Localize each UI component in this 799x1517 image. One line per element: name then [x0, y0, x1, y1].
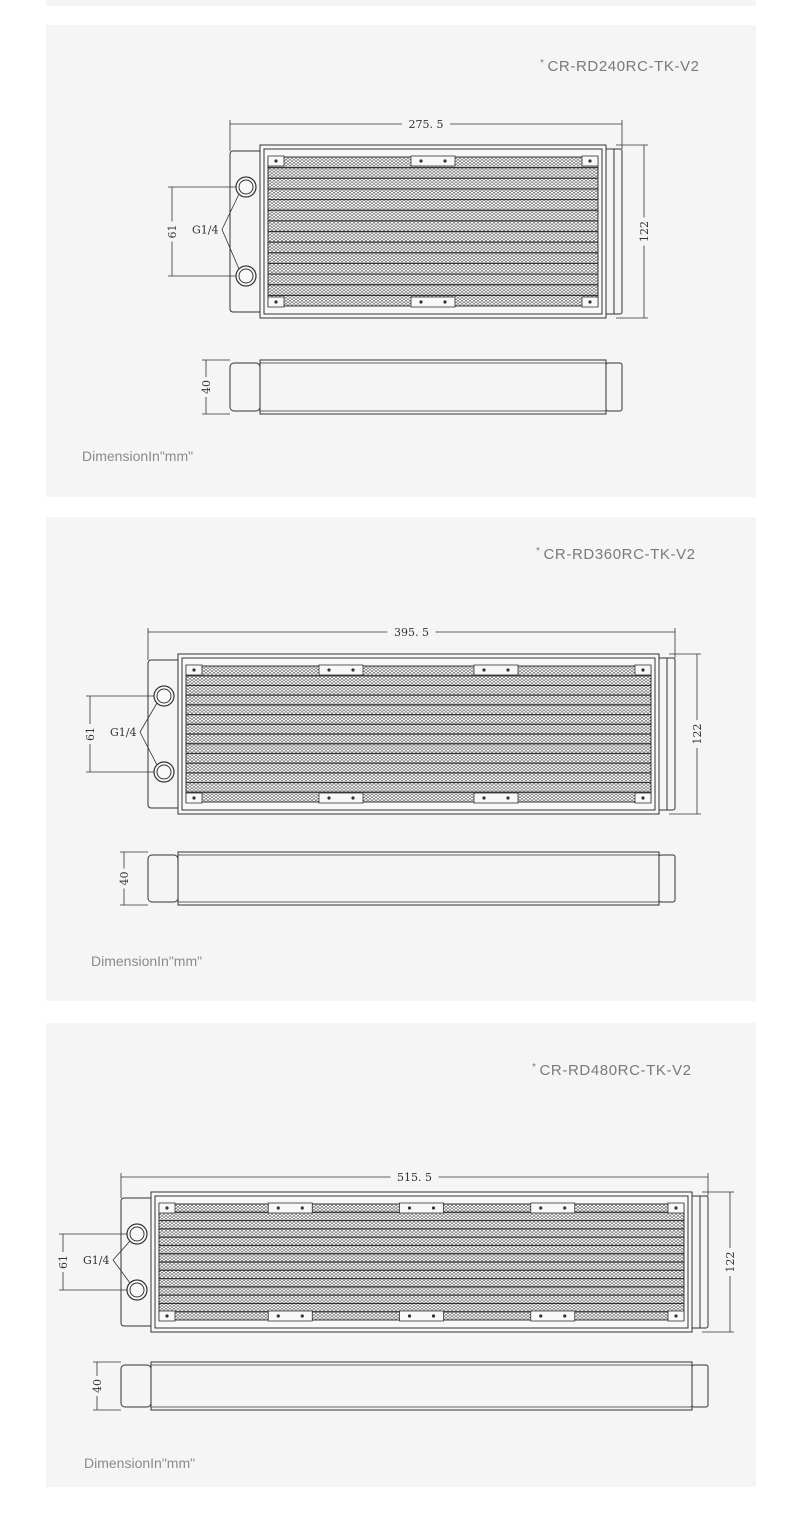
model-marker: * [532, 1062, 537, 1073]
fan-mount-tab-bottom [268, 1311, 312, 1321]
width-dimension-label: 275. 5 [408, 118, 444, 131]
width-dimension-label: 395. 5 [394, 626, 429, 639]
screw-hole [301, 1314, 304, 1317]
thread-label: G1/4 [192, 223, 219, 237]
screw-hole [563, 1314, 566, 1317]
thread-label: G1/4 [110, 726, 137, 739]
right-end-tank [690, 1196, 708, 1328]
port-spacing-label: 61 [166, 224, 179, 239]
height-dimension-label: 122 [638, 221, 651, 242]
height-dimension-label: 122 [691, 723, 704, 745]
screw-hole [539, 1206, 542, 1209]
screw-hole [539, 1314, 542, 1317]
screw-hole [563, 1206, 566, 1209]
unit-label-rd480: DimensionIn"mm" [84, 1455, 196, 1471]
screw-hole [165, 1314, 168, 1317]
screw-hole [277, 1314, 280, 1317]
thickness-dimension-label: 40 [200, 380, 213, 394]
width-dimension-label: 515. 5 [397, 1171, 432, 1184]
fan-mount-tab-bottom [531, 1311, 575, 1321]
screw-hole [432, 1206, 435, 1209]
side-left-cap [121, 1365, 151, 1407]
screw-hole [674, 1314, 677, 1317]
unit-label-rd360: DimensionIn"mm" [91, 953, 203, 969]
screw-hole [674, 1206, 677, 1209]
port-spacing-label: 61 [84, 727, 97, 741]
thickness-dimension-label: 40 [118, 871, 131, 886]
fan-mount-tab-top [268, 1203, 312, 1213]
screw-hole [408, 1314, 411, 1317]
model-label-rd240: * CR-RD240RC-TK-V2 [540, 58, 700, 75]
screw-hole [408, 1206, 411, 1209]
screw-hole [301, 1206, 304, 1209]
fan-mount-tab-bottom [400, 1311, 444, 1321]
model-label-rd360: * CR-RD360RC-TK-V2 [536, 546, 696, 563]
fan-mount-tab-top [400, 1203, 444, 1213]
thread-label: G1/4 [83, 1254, 110, 1267]
port-spacing-label: 61 [57, 1255, 70, 1269]
model-label-rd480: * CR-RD480RC-TK-V2 [532, 1062, 692, 1079]
screw-hole [165, 1206, 168, 1209]
side-right-cap [692, 1365, 708, 1407]
thickness-dimension-label: 40 [91, 1379, 104, 1393]
side-body [151, 1362, 692, 1410]
height-dimension-label: 122 [724, 1251, 737, 1273]
model-marker: * [540, 58, 545, 69]
model-marker: * [536, 546, 541, 557]
fan-mount-tab-top [531, 1203, 575, 1213]
unit-label-rd240: DimensionIn"mm" [82, 448, 194, 464]
screw-hole [432, 1314, 435, 1317]
screw-hole [277, 1206, 280, 1209]
left-end-tank [121, 1198, 155, 1326]
